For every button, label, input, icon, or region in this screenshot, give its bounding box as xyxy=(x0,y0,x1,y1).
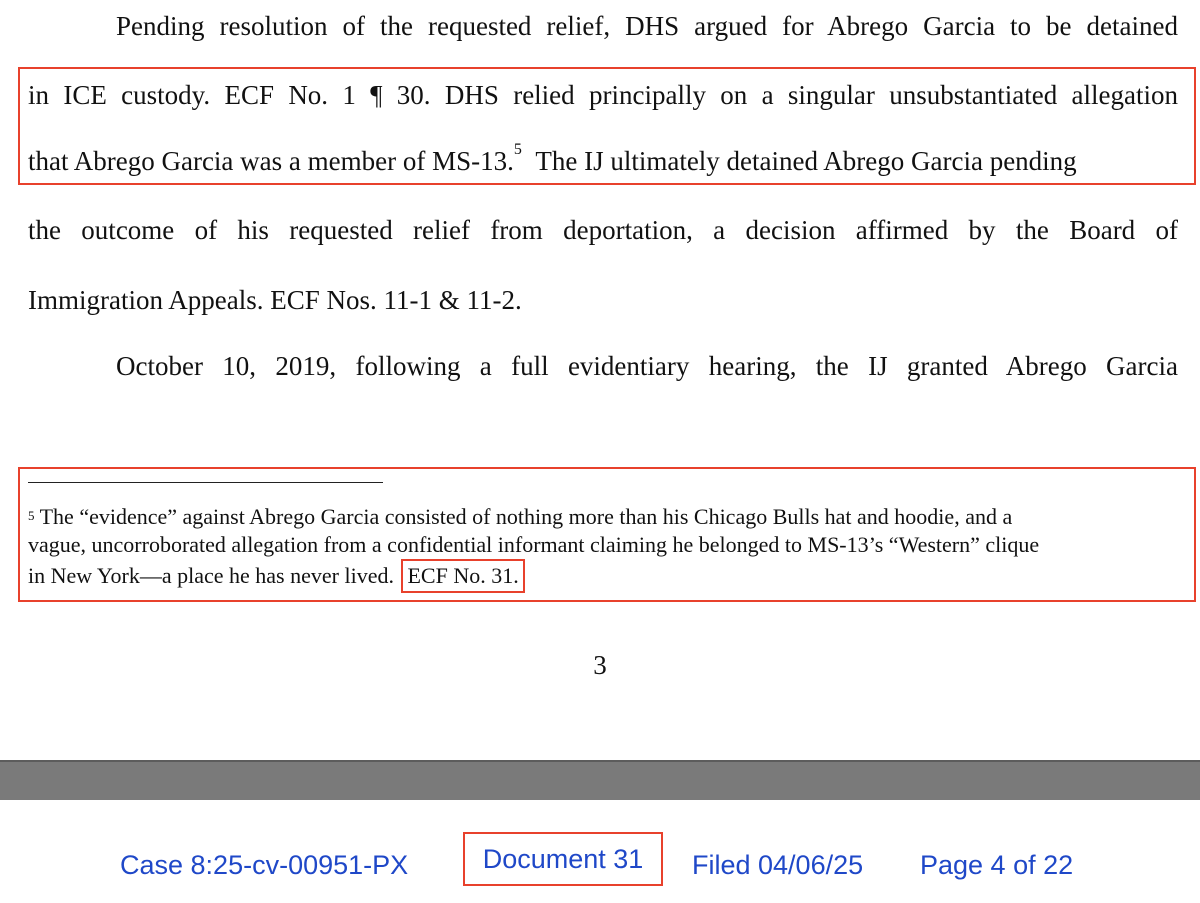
body-line-3 xyxy=(28,141,1178,178)
footnote-ref[interactable]: 5 xyxy=(513,141,522,158)
footer-filed-date: Filed 04/06/25 xyxy=(692,850,864,880)
footer-document-number[interactable]: Document 31 xyxy=(463,832,663,886)
footer-page-count: Page 4 of 22 xyxy=(920,850,1074,880)
body-line-6: October 10, 2019, following a full evidentiary hearing, the IJ granted Abrego Garcia xyxy=(116,351,1178,381)
footnote-text-3: in New York—a place he has never lived. xyxy=(28,563,394,588)
body-line-1: Pending resolution of the requested relief, DHS argued for Abrego Garcia to be detained xyxy=(116,11,1178,41)
body-line-2: in ICE custody. ECF No. 1 ¶ 30. DHS relied principally on a singular unsubstantiated allegation xyxy=(28,80,1178,110)
footnote-line-2: vague, uncorroborated allegation from a confidential informant claiming he belonged to MS-13’s “Western” clique xyxy=(28,532,1040,557)
footnote-line-3 xyxy=(28,559,525,593)
ecf-footer xyxy=(0,844,1200,884)
footnote-citation[interactable]: ECF No. 31. xyxy=(401,559,524,593)
body-line-3-part-b: The IJ ultimately detained Abrego Garcia pending xyxy=(535,146,1077,176)
footnote-number: 5 xyxy=(28,508,35,523)
footer-case-number: Case 8:25-cv-00951-PX xyxy=(120,850,409,880)
body-line-3-part-a: that Abrego Garcia was a member of MS-13. xyxy=(28,146,514,176)
page-number: 3 xyxy=(593,650,607,680)
footnote-line-1 xyxy=(28,503,1012,530)
footnote-text-1: The “evidence” against Abrego Garcia consisted of nothing more than his Chicago Bulls hat and hoodie, and a xyxy=(39,504,1013,529)
body-line-5: Immigration Appeals. ECF Nos. 11-1 & 11-2. xyxy=(28,285,522,315)
page-separator-bar xyxy=(0,760,1200,800)
body-line-4: the outcome of his requested relief from deportation, a decision affirmed by the Board of xyxy=(28,215,1178,245)
